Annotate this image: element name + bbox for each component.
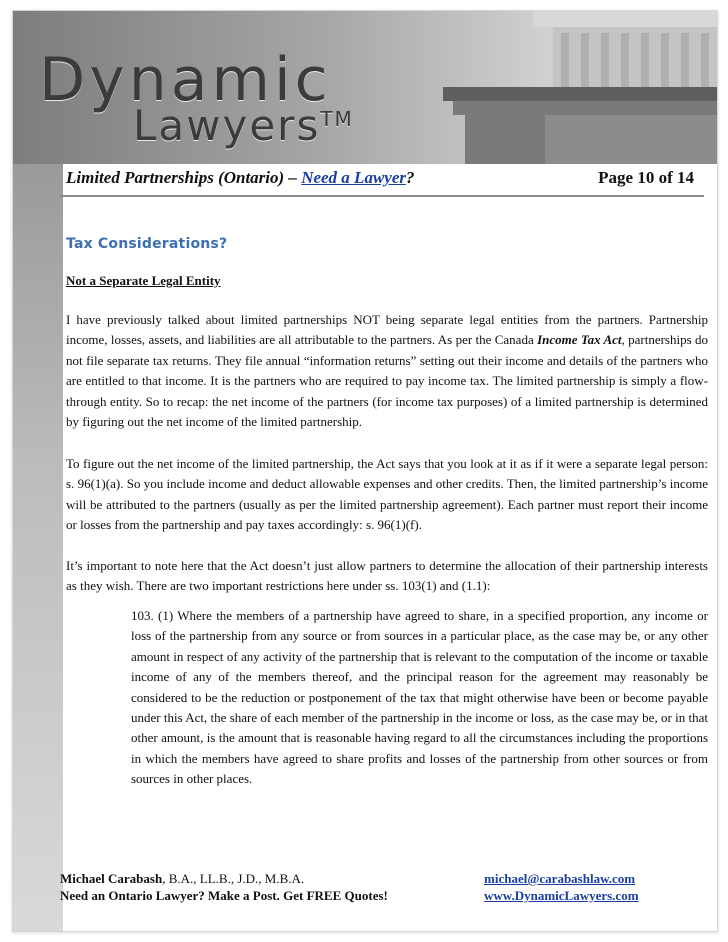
website-link[interactable]: www.DynamicLawyers.com [484, 888, 639, 903]
footer-tagline: Need an Ontario Lawyer? Make a Post. Get FREE Quotes! [60, 888, 388, 903]
banner [13, 11, 717, 164]
statute-quote: 103. (1) Where the members of a partnership have agreed to share, in a specified proportion, any income or loss of the partnership from any source or from sources in a particular place, as the case may be, or any other amount in respect of any activity of the partnership that is relevant to the computation of the income or taxable income of any of the members thereof, and the principal reason for the agreement may reasonably be considered to be the reduction or postponement of the tax that might otherwise have been or become payable under this Act, the share of each member of the partnership in the income or loss, as the case may be, or in that other amount, is the amount that is reasonable having regard to all the circumstances including the proportions in which the members have agreed to share profits and losses of the partnership from other sources or from sources in other places. [131, 608, 708, 787]
page-number: Page 10 of 14 [598, 168, 694, 187]
author-name: Michael Carabash [60, 871, 163, 886]
footer [60, 870, 704, 904]
footer-links [484, 870, 639, 904]
paragraph-1: I have previously talked about limited partnerships NOT being separate legal entities from the partners. Partnership income, losses, assets, and liabilities are all attributable to the partners. As per the Canada Income Tax Act, partnerships do not file separate tax returns. They file annual “information returns” setting out their income and details of the partners who are entitled to that income. It is the partners who are required to pay income tax. The limited partnership is simply a flow-through entity. So to recap: the net income of the partners (for income tax purposes) of a limited partnership is determined by figuring out the net income of the limited partnership. [66, 312, 709, 430]
header-divider [60, 195, 704, 197]
paragraph-3: It’s important to note here that the Act doesn’t just allow partners to determine the allocation of their partnership interests as they wish. There are two important restrictions here under ss. 103(1) and (1.1): [66, 558, 708, 594]
header-title: Limited Partnerships (Ontario) – [66, 168, 302, 187]
email-link[interactable]: michael@carabashlaw.com [484, 871, 636, 886]
subheading: Not a Separate Legal Entity [66, 273, 221, 288]
left-decorative-strip [13, 164, 63, 931]
need-a-lawyer-link[interactable]: Need a Lawyer [301, 168, 406, 187]
page-header: Limited Partnerships (Ontario) – Need a Lawyer? Page 10 of 14 [66, 168, 694, 187]
paragraph-2: To figure out the net income of the limited partnership, the Act says that you look at it as if it were a separate legal person: s. 96(1)(a). So you include income and deduct allowable expenses and other credits. Then, the limited partnership’s income will be attributed to the partners (usually as per the limited partnership agreement). Each partner must report their income or losses from the partnership and pay taxes accordingly: s. 96(1)(f). [66, 456, 708, 533]
trademark: TM [320, 107, 354, 131]
author-credentials: , B.A., LL.B., J.D., M.B.A. [162, 871, 305, 886]
logo-dynamic: Dynamic [39, 45, 332, 115]
income-tax-act-ref: Income Tax Act [537, 332, 622, 348]
logo-lawyers: Lawyers™ [133, 101, 354, 150]
section-title: Tax Considerations? [66, 236, 228, 252]
